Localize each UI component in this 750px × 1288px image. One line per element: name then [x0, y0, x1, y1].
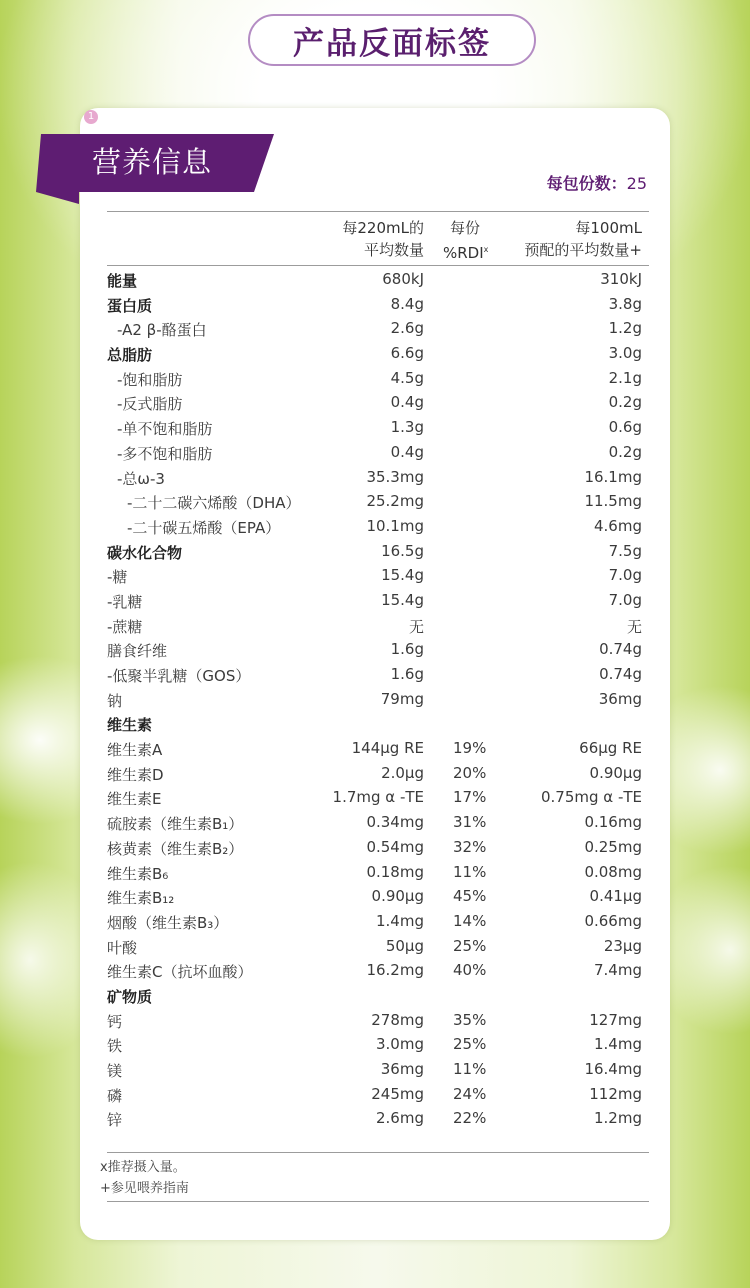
value-rdi-percent: 25%	[453, 1035, 487, 1054]
value-per-100ml: 7.5g	[608, 541, 642, 560]
header-per-100ml	[524, 217, 642, 261]
table-row	[107, 368, 642, 393]
value-per-100ml: 7.4mg	[594, 961, 642, 980]
value-per-100ml: 16.4mg	[584, 1060, 642, 1078]
value-per-220ml: 8.4g	[390, 294, 424, 313]
table-row	[107, 541, 642, 566]
page-title: 产品反面标签	[248, 14, 536, 66]
value-per-220ml: 245mg	[371, 1084, 424, 1103]
value-per-220ml: 0.18mg	[366, 862, 424, 881]
value-per-100ml: 11.5mg	[584, 492, 642, 511]
table-row	[107, 467, 642, 492]
nutrient-name: -二十二碳六烯酸（DHA）	[127, 494, 301, 513]
nutrition-table	[107, 269, 642, 1133]
footnote-bottom-rule	[107, 1201, 649, 1202]
value-per-100ml: 7.0g	[608, 566, 642, 585]
value-per-220ml: 680kJ	[382, 270, 424, 288]
nutrient-name: 维生素E	[107, 790, 162, 809]
value-per-220ml: 15.4g	[381, 590, 424, 609]
value-per-220ml: 10.1mg	[366, 516, 424, 535]
header-rdi-line2	[443, 239, 488, 264]
value-rdi-percent: 20%	[453, 763, 487, 782]
value-per-100ml: 0.74g	[599, 640, 642, 659]
nutrient-name: -A2 β-酪蛋白	[117, 321, 207, 340]
value-rdi-percent: 17%	[453, 788, 487, 807]
value-per-220ml: 1.3g	[390, 418, 424, 437]
nutrient-name: 蛋白质	[107, 296, 153, 315]
table-row	[107, 442, 642, 467]
nutrient-name: 磷	[107, 1086, 123, 1105]
table-row	[107, 738, 642, 763]
value-rdi-percent: 11%	[453, 1060, 487, 1078]
value-per-220ml: 35.3mg	[366, 467, 424, 486]
header-per-100ml-line1: 每100mL	[575, 219, 642, 237]
value-per-220ml: 16.5g	[381, 541, 424, 560]
value-per-100ml: 2.1g	[608, 368, 642, 387]
value-per-220ml: 4.5g	[390, 368, 424, 387]
table-row	[107, 565, 642, 590]
header-rdi	[443, 217, 488, 264]
header-rdi-line1: 每份	[450, 219, 481, 237]
value-per-220ml: 16.2mg	[366, 961, 424, 980]
value-per-220ml: 15.4g	[381, 566, 424, 585]
value-rdi-percent: 14%	[453, 911, 487, 930]
value-per-220ml: 1.6g	[390, 640, 424, 659]
value-per-100ml: 0.90μg	[589, 763, 642, 782]
table-row	[107, 862, 642, 887]
value-per-100ml: 310kJ	[600, 270, 642, 288]
table-row	[107, 1084, 642, 1109]
value-per-100ml: 36mg	[598, 689, 642, 708]
value-per-220ml: 0.34mg	[366, 813, 424, 832]
table-row	[107, 689, 642, 714]
nutrient-name: -总ω-3	[117, 469, 165, 488]
value-per-220ml: 2.0μg	[381, 763, 424, 782]
table-row	[107, 911, 642, 936]
nutrient-name: 锌	[107, 1111, 123, 1130]
nutrient-name: 矿物质	[107, 987, 153, 1006]
value-per-100ml: 0.41μg	[589, 887, 642, 906]
value-per-100ml: 7.0g	[608, 590, 642, 609]
nutrient-name: 维生素A	[107, 741, 163, 760]
nutrient-name: 维生素C（抗坏血酸）	[107, 963, 253, 982]
table-row	[107, 1010, 642, 1035]
table-row	[107, 812, 642, 837]
table-row	[107, 392, 642, 417]
header-per-220ml-line1: 每220mL的	[342, 219, 424, 237]
table-row	[107, 837, 642, 862]
header-per-220ml-line2: 平均数量	[363, 241, 424, 259]
nutrient-name: 膳食纤维	[107, 642, 168, 661]
table-top-rule	[107, 211, 649, 212]
table-row	[107, 639, 642, 664]
nutrient-name: -二十碳五烯酸（EPA）	[127, 518, 281, 537]
table-row	[107, 985, 642, 1010]
table-row	[107, 343, 642, 368]
value-rdi-percent: 19%	[453, 739, 487, 758]
value-per-220ml: 0.4g	[390, 442, 424, 461]
footnotes	[100, 1157, 189, 1199]
table-row	[107, 1108, 642, 1133]
value-per-100ml: 1.2g	[608, 319, 642, 338]
table-row	[107, 713, 642, 738]
nutrient-name: 核黄素（维生素B₂）	[107, 839, 244, 858]
value-per-100ml: 无	[626, 617, 642, 636]
value-per-220ml: 278mg	[371, 1010, 424, 1029]
value-per-100ml: 1.4mg	[594, 1035, 642, 1054]
nutrient-name: -糖	[107, 568, 128, 587]
nutrient-name: -饱和脂肪	[117, 370, 183, 389]
value-per-220ml: 6.6g	[390, 344, 424, 363]
servings-label: 每包份数：	[546, 174, 627, 193]
nutrient-name: -多不饱和脂肪	[117, 444, 213, 463]
nutrient-name: 硫胺素（维生素B₁）	[107, 815, 244, 834]
table-row	[107, 615, 642, 640]
table-bottom-rule	[107, 1152, 649, 1153]
value-per-100ml: 23μg	[603, 936, 642, 955]
value-per-220ml: 1.4mg	[376, 911, 424, 930]
value-per-220ml: 36mg	[380, 1060, 424, 1078]
header-rdi-mark: x	[483, 245, 489, 254]
value-per-100ml: 0.2g	[608, 393, 642, 412]
table-row	[107, 936, 642, 961]
value-per-220ml: 144μg RE	[351, 739, 424, 758]
value-per-220ml: 0.90μg	[371, 887, 424, 906]
value-per-100ml: 0.66mg	[584, 911, 642, 930]
servings-value: 25	[626, 174, 647, 193]
value-per-100ml: 66μg RE	[579, 739, 642, 758]
value-per-220ml: 2.6mg	[376, 1109, 424, 1128]
value-rdi-percent: 45%	[453, 887, 487, 906]
nutrient-name: 钠	[107, 691, 123, 710]
nutrient-name: 铁	[107, 1037, 123, 1056]
footnote-line: x推荐摄入量。	[100, 1160, 186, 1175]
nutrient-name: -低聚半乳糖（GOS）	[107, 667, 251, 685]
table-header-rule	[107, 265, 649, 266]
value-per-220ml: 0.54mg	[366, 837, 424, 856]
value-per-100ml: 127mg	[589, 1010, 642, 1029]
value-per-220ml: 3.0mg	[376, 1035, 424, 1054]
nutrient-name: -蔗糖	[107, 617, 143, 636]
table-row	[107, 787, 642, 812]
table-row	[107, 294, 642, 319]
value-per-220ml: 1.6g	[390, 665, 424, 683]
table-row	[107, 763, 642, 788]
nutrient-name: 能量	[107, 272, 138, 290]
value-per-220ml: 2.6g	[390, 319, 424, 338]
nutrient-name: 烟酸（维生素B₃）	[107, 913, 229, 932]
nutrient-name: -反式脂肪	[117, 395, 183, 414]
table-row	[107, 269, 642, 294]
value-rdi-percent: 40%	[453, 961, 487, 980]
table-row	[107, 417, 642, 442]
header-per-100ml-line2: 预配的平均数量+	[524, 241, 642, 259]
value-per-220ml: 25.2mg	[366, 492, 424, 511]
value-per-100ml: 0.16mg	[584, 813, 642, 832]
value-per-100ml: 0.6g	[608, 418, 642, 437]
value-per-100ml: 112mg	[589, 1084, 642, 1103]
nutrient-name: 钙	[107, 1012, 123, 1031]
value-per-100ml: 16.1mg	[584, 467, 642, 486]
value-per-220ml: 79mg	[380, 689, 424, 708]
value-per-100ml: 3.8g	[608, 294, 642, 313]
table-row	[107, 886, 642, 911]
header-per-220ml	[342, 217, 424, 261]
value-per-100ml: 3.0g	[608, 344, 642, 363]
value-per-100ml: 1.2mg	[594, 1109, 642, 1128]
nutrient-name: -单不饱和脂肪	[117, 420, 213, 439]
table-row	[107, 590, 642, 615]
table-row	[107, 491, 642, 516]
nutrient-name: 总脂肪	[107, 346, 153, 365]
footnote-line: +参见喂养指南	[100, 1181, 189, 1196]
value-rdi-percent: 32%	[453, 837, 487, 856]
value-per-220ml: 1.7mg α -TE	[332, 788, 424, 807]
value-rdi-percent: 22%	[453, 1109, 487, 1128]
table-row	[107, 664, 642, 689]
nutrient-name: 维生素B₁₂	[107, 889, 175, 908]
value-rdi-percent: 11%	[453, 862, 487, 881]
value-rdi-percent: 35%	[453, 1010, 487, 1029]
nutrient-name: 叶酸	[107, 938, 138, 957]
table-row	[107, 960, 642, 985]
value-rdi-percent: 25%	[453, 936, 487, 955]
value-per-100ml: 0.08mg	[584, 862, 642, 881]
value-per-220ml: 0.4g	[390, 393, 424, 412]
section-title: 营养信息	[92, 145, 213, 179]
table-row	[107, 1059, 642, 1084]
value-per-100ml: 0.25mg	[584, 837, 642, 856]
nutrient-name: -乳糖	[107, 592, 143, 611]
header-rdi-label: %RDI	[443, 244, 484, 262]
nutrient-name: 维生素D	[107, 765, 164, 784]
nutrient-name: 镁	[107, 1062, 123, 1080]
value-per-100ml: 0.74g	[599, 665, 642, 683]
value-rdi-percent: 31%	[453, 813, 487, 832]
value-per-100ml: 0.75mg α -TE	[540, 788, 642, 807]
table-row	[107, 516, 642, 541]
servings-per-pack	[547, 171, 647, 194]
nutrient-name: 维生素	[107, 716, 153, 735]
value-rdi-percent: 24%	[453, 1084, 487, 1103]
nutrient-name: 维生素B₆	[107, 864, 169, 883]
table-row	[107, 1034, 642, 1059]
nutrient-name: 碳水化合物	[107, 543, 183, 562]
value-per-100ml: 4.6mg	[594, 516, 642, 535]
table-row	[107, 318, 642, 343]
value-per-220ml: 50μg	[385, 936, 424, 955]
value-per-100ml: 0.2g	[608, 442, 642, 461]
section-index-badge: 1	[84, 110, 98, 124]
value-per-220ml: 无	[408, 617, 424, 636]
